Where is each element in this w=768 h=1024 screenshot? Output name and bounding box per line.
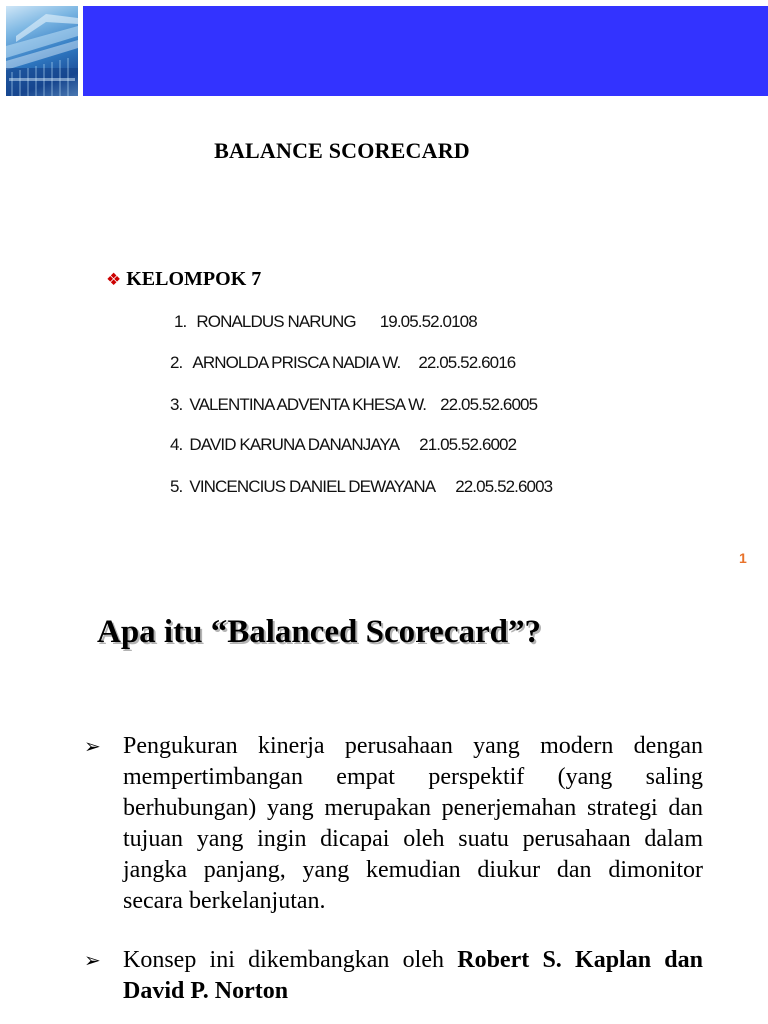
page-number: 1	[739, 550, 747, 566]
paragraph-prefix: Konsep ini dikembangkan oleh	[123, 947, 444, 973]
member-name: VALENTINA ADVENTA KHESA W.	[189, 395, 427, 414]
member-nim: 19.05.52.0108	[379, 312, 477, 331]
member-item: 4. DAVID KARUNA DANANJAYA 21.05.52.6002	[170, 435, 517, 454]
member-name: DAVID KARUNA DANANJAYA	[189, 435, 400, 454]
member-nim: 21.05.52.6002	[419, 435, 517, 454]
member-nim: 22.05.52.6005	[440, 395, 538, 414]
bullet-paragraph	[84, 731, 703, 917]
member-name: VINCENCIUS DANIEL DEWAYANA	[189, 477, 436, 496]
slide-title: BALANCE SCORECARD	[214, 138, 470, 163]
arrow-bullet-icon: ➢	[84, 734, 101, 758]
member-item: 2. ARNOLDA PRISCA NADIA W. 22.05.52.6016	[170, 353, 516, 372]
member-item: 1. RONALDUS NARUNG 19.05.52.0108	[174, 312, 477, 331]
member-name: RONALDUS NARUNG	[196, 312, 356, 331]
member-nim: 22.05.52.6003	[455, 477, 553, 496]
member-item: 5. VINCENCIUS DANIEL DEWAYANA 22.05.52.6003	[170, 477, 553, 496]
arrow-bullet-icon: ➢	[84, 948, 101, 972]
group-heading-label: KELOMPOK 7	[126, 268, 262, 290]
bullet-paragraph	[84, 945, 703, 1007]
authors-bold: Robert S. Kaplan dan David P. Norton	[123, 947, 703, 1004]
member-nim: 22.05.52.6016	[418, 353, 516, 372]
member-item: 3. VALENTINA ADVENTA KHESA W. 22.05.52.6005	[170, 395, 538, 414]
section-title: Apa itu “Balanced Scorecard”?	[97, 614, 541, 650]
diamond-bullet-icon: ❖	[106, 269, 122, 290]
paragraph-text	[123, 945, 703, 1007]
paragraph-text: Pengukuran kinerja perusahaan yang modern dengan mempertimbangan empat perspektif (yang saling berhubungan) yang merupakan penerjemahan strategi dan tujuan yang ingin dicapai oleh suatu perusahaan dalam jangka panjang, yang kemudian diukur dan dimonitor secara berkelanjutan.	[123, 733, 703, 914]
member-name: ARNOLDA PRISCA NADIA W.	[192, 353, 401, 372]
